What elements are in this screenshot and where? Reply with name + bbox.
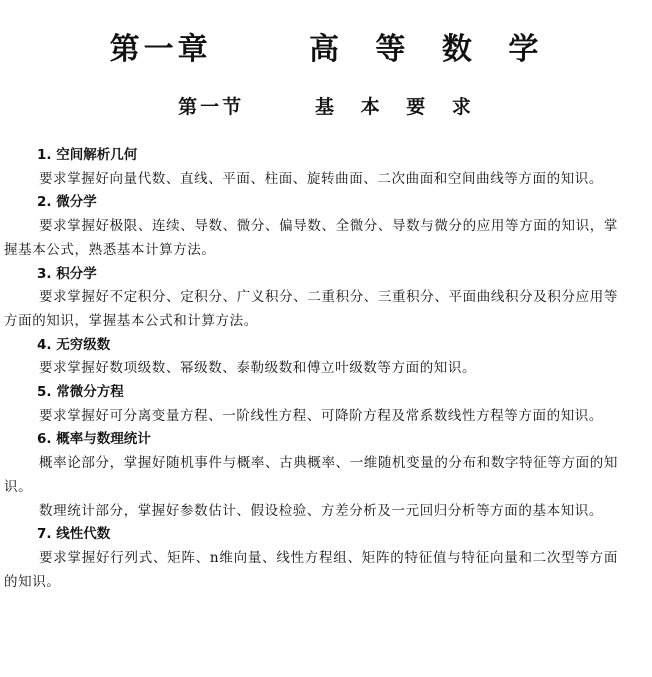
item-ode	[4, 381, 618, 428]
item-heading: 7. 线性代数	[37, 526, 111, 543]
item-differential-calculus	[4, 191, 618, 262]
requirements-list	[4, 144, 618, 594]
item-paragraph: 数理统计部分，掌握好参数估计、假设检验、方差分析及一元回归分析等方面的基本知识。	[39, 502, 603, 519]
item-heading: 3. 积分学	[37, 265, 97, 282]
item-paragraph: 要求掌握好数项级数、幂级数、泰勒级数和傅立叶级数等方面的知识。	[39, 360, 477, 377]
item-integral-calculus	[4, 263, 618, 334]
item-heading: 2. 微分学	[37, 194, 97, 211]
item-paragraph: 要求掌握好极限、连续、导数、微分、偏导数、全微分、导数与微分的应用等方面的知识，掌握基本公式，熟悉基本计算方法。	[4, 218, 618, 258]
item-paragraph: 要求掌握好可分离变量方程、一阶线性方程、可降阶方程及常系数线性方程等方面的知识。	[39, 407, 603, 424]
item-infinite-series	[4, 334, 618, 381]
item-heading: 1. 空间解析几何	[37, 147, 138, 163]
item-linear-algebra	[4, 523, 618, 594]
item-paragraph: 要求掌握好行列式、矩阵、n维向量、线性方程组、矩阵的特征值与特征向量和二次型等方面的知识。	[4, 549, 618, 590]
item-paragraph: 要求掌握好向量代数、直线、平面、柱面、旋转曲面、二次曲面和空间曲线等方面的知识。	[39, 170, 603, 187]
item-analytic-geometry	[4, 144, 618, 191]
section-title: 第一节 基 本 要 求	[178, 96, 474, 118]
item-heading: 5. 常微分方程	[37, 384, 124, 401]
item-probability-statistics	[4, 428, 618, 523]
chapter-title: 第一章 高 等 数 学	[109, 32, 543, 67]
item-paragraph: 要求掌握好不定积分、定积分、广义积分、二重积分、三重积分、平面曲线积分及积分应用等方面的知识，掌握基本公式和计算方法。	[4, 289, 618, 329]
item-paragraph: 概率论部分，掌握好随机事件与概率、古典概率、一维随机变量的分布和数字特征等方面的知识。	[4, 455, 618, 495]
item-heading: 4. 无穷级数	[37, 336, 111, 353]
item-heading: 6. 概率与数理统计	[37, 431, 151, 448]
